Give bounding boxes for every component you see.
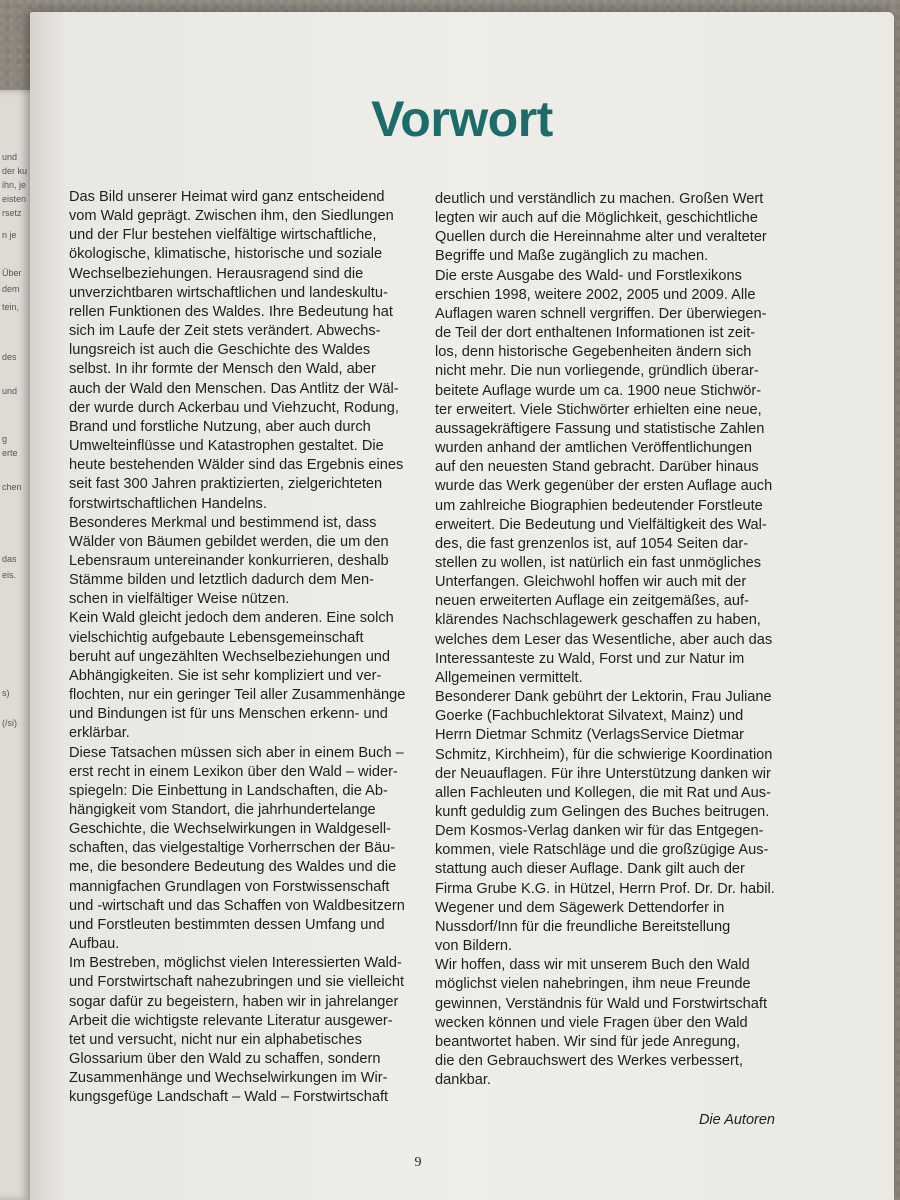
text-line: Aufbau. bbox=[69, 936, 120, 953]
text-line: erweitert. Die Bedeutung und Vielfältigkeit des Wal- bbox=[435, 516, 767, 533]
text-line: sogar dafür zu begeistern, haben wir in jahrelanger bbox=[69, 993, 399, 1010]
text-line: Lebensraum untereinander konkurrieren, deshalb bbox=[69, 552, 389, 569]
text-line: beruht auf ungezählten Wechselbeziehungen und bbox=[69, 648, 391, 665]
text-line: mannigfachen Grundlagen von Forstwissenschaft bbox=[69, 878, 390, 895]
text-line: welches dem Leser das Wesentliche, aber auch das bbox=[435, 631, 773, 648]
text-line: auf den neuesten Stand gebracht. Darüber hinaus bbox=[435, 459, 759, 476]
text-line: schaften, das vielgestaltige Vorherrschen der Bäu- bbox=[69, 840, 396, 857]
paragraph bbox=[435, 956, 797, 1090]
text-line: möglichst vielen nahebringen, ihm neue Freunde bbox=[435, 976, 751, 993]
text-line: heute bestehenden Wälder sind das Ergebnis eines bbox=[69, 457, 404, 474]
text-line: klärendes Nachschlagewerk geschaffen zu haben, bbox=[435, 612, 761, 629]
facing-page-text-fragment: rsetz bbox=[2, 208, 22, 218]
facing-page-text-fragment: s) bbox=[2, 688, 10, 698]
text-line: auch der Wald den Menschen. Das Antlitz der Wäl- bbox=[69, 380, 399, 397]
text-line: Kein Wald gleicht jedoch dem anderen. Eine solch bbox=[69, 610, 394, 627]
facing-page-text-fragment: n je bbox=[2, 230, 17, 240]
facing-page-text-fragment: tein, bbox=[2, 302, 20, 312]
facing-page-text-fragment: chen bbox=[2, 482, 22, 492]
text-line: gewinnen, Verständnis für Wald und Forstwirtschaft bbox=[435, 995, 768, 1012]
text-line: seit fast 300 Jahren praktizierten, zielgerichteten bbox=[69, 476, 383, 493]
paragraph bbox=[435, 190, 797, 267]
text-line: der wurde durch Ackerbau und Viehzucht, Rodung, bbox=[69, 399, 399, 416]
text-line: Das Bild unserer Heimat wird ganz entscheidend bbox=[69, 189, 385, 205]
text-line: Unterfangen. Gleichwohl hoffen wir auch mit der bbox=[435, 574, 747, 591]
text-line: Begriffe und Maße zugänglich zu machen. bbox=[435, 248, 709, 265]
text-line: erst recht in einem Lexikon über den Wald – wider- bbox=[69, 763, 398, 780]
text-line: Schmitz, Kirchheim), für die schwierige Koordination bbox=[435, 746, 773, 763]
text-line: Quellen durch die Hereinnahme alter und veralteter bbox=[435, 229, 767, 246]
facing-page-text-fragment: des bbox=[2, 352, 17, 362]
facing-page-text-fragment: ihn, je bbox=[2, 180, 27, 190]
text-line: neuen erweiterten Auflage ein zeitgemäßes, auf- bbox=[435, 593, 749, 610]
text-line: Besonderer Dank gebührt der Lektorin, Frau Juliane bbox=[435, 689, 772, 706]
text-line: lungsreich ist auch die Geschichte des Waldes bbox=[69, 342, 371, 359]
facing-page-text-fragment: g bbox=[2, 434, 8, 444]
text-line: Auflagen waren schnell vergriffen. Der überwiegen- bbox=[435, 305, 767, 322]
text-line: ökologische, klimatische, historische und soziale bbox=[69, 246, 383, 263]
facing-page-text-fragment: Über bbox=[2, 268, 22, 278]
text-line: Wechselbeziehungen. Herausragend sind die bbox=[69, 265, 364, 282]
text-line: Dem Kosmos-Verlag danken wir für das Entgegen- bbox=[435, 823, 764, 840]
text-line: rellen Funktionen des Waldes. Ihre Bedeutung hat bbox=[69, 303, 393, 320]
text-line: los, denn historische Gegebenheiten ändern sich bbox=[435, 344, 752, 361]
text-line: stattung auch dieser Auflage. Dank gilt auch der bbox=[435, 861, 745, 878]
text-line: Nussdorf/Inn für die freundliche Bereitstellung bbox=[435, 918, 731, 935]
text-line: und -wirtschaft und das Schaffen von Waldbesitzern bbox=[69, 897, 405, 914]
text-line: hängigkeit vom Standort, die jahrhundertelange bbox=[69, 802, 376, 818]
book-page bbox=[30, 12, 894, 1200]
text-line: Wälder von Bäumen gebildet werden, die um den bbox=[69, 533, 389, 550]
text-line: Stämme bilden und letztlich dadurch dem Men- bbox=[69, 572, 375, 589]
text-line: kunft geduldig zum Gelingen des Buches beitrugen. bbox=[435, 804, 770, 820]
text-line: dankbar. bbox=[435, 1072, 491, 1089]
text-line: spiegeln: Die Einbettung in Landschaften, die Ab- bbox=[69, 782, 388, 799]
text-line: Firma Grube K.G. in Hützel, Herrn Prof. Dr. Dr. habil. bbox=[435, 880, 775, 897]
text-line: legten wir auch auf die Möglichkeit, geschichtliche bbox=[435, 210, 758, 227]
text-line: die den Gebrauchswert des Werkes verbessert, bbox=[435, 1053, 743, 1070]
text-line: Die erste Ausgabe des Wald- und Forstlexikons bbox=[435, 267, 742, 284]
facing-page-text-fragment: und bbox=[2, 386, 18, 396]
text-line: Im Bestreben, möglichst vielen Interessierten Wald- bbox=[69, 955, 402, 972]
text-line: de Teil der dort enthaltenen Informationen ist zeit- bbox=[435, 325, 756, 342]
text-line: wurde das Werk gegenüber der ersten Auflage auch bbox=[435, 478, 773, 495]
text-line: ter erweitert. Viele Stichwörter erhielten eine neue, bbox=[435, 401, 762, 418]
paragraph bbox=[69, 954, 419, 1107]
text-line: allen Fachleuten und Kollegen, die mit Rat und Aus- bbox=[435, 784, 771, 801]
text-line: des, die fast grenzenlos ist, auf 1054 Seiten dar- bbox=[435, 535, 749, 552]
text-line: Arbeit die wichtigste relevante Literatur ausgewer- bbox=[69, 1012, 393, 1029]
text-line: der Neuauflagen. Für ihre Unterstützung danken wir bbox=[435, 765, 771, 782]
text-line: beantwortet haben. Wir sind für jede Anregung, bbox=[435, 1033, 741, 1050]
signature: Die Autoren bbox=[698, 1112, 775, 1128]
facing-page-text-fragment: das bbox=[2, 554, 17, 564]
text-line: aussagekräftigere Fassung und statistische Zahlen bbox=[435, 420, 765, 437]
page-title: Vorwort bbox=[371, 91, 553, 147]
text-line: und Forstleuten bestimmten dessen Umfang und bbox=[69, 916, 385, 933]
text-line: wurden anhand der amtlichen Veröffentlichungen bbox=[435, 440, 752, 457]
text-line: Interessanteste zu Wald, Forst und zur Natur im bbox=[435, 650, 745, 667]
text-line: erschien 1998, weitere 2002, 2005 und 2009. Alle bbox=[435, 286, 756, 303]
text-line: me, die besondere Bedeutung des Waldes und die bbox=[69, 859, 397, 876]
text-line: deutlich und verständlich zu machen. Großen Wert bbox=[435, 191, 764, 207]
text-line: Abhängigkeiten. Sie ist sehr kompliziert und ver- bbox=[69, 667, 382, 684]
facing-page-text-fragment: eis. bbox=[2, 570, 17, 580]
paragraph bbox=[69, 609, 419, 743]
text-line: wecken können und viele Fragen über den Wald bbox=[435, 1014, 748, 1031]
text-line: Geschichte, die Wechselwirkungen in Waldgesell- bbox=[69, 821, 392, 838]
text-line: Zusammenhänge und Wechselwirkungen im Wir- bbox=[69, 1070, 388, 1087]
text-line: Glossarium über den Wald zu schaffen, sondern bbox=[69, 1051, 381, 1068]
text-line: forstwirtschaftlichen Handelns. bbox=[69, 495, 267, 512]
text-line: um zahlreiche Biographien bedeutender Forstleute bbox=[435, 497, 763, 514]
text-line: vom Wald geprägt. Zwischen ihm, den Siedlungen bbox=[69, 208, 394, 225]
facing-page-text-fragment: dem bbox=[2, 284, 20, 294]
text-line: Besonderes Merkmal und bestimmend ist, dass bbox=[69, 514, 377, 531]
text-line: Umwelteinflüsse und Katastrophen gestaltet. Die bbox=[69, 438, 384, 455]
text-line: erklärbar. bbox=[69, 725, 130, 742]
text-line: sich im Laufe der Zeit stets verändert. Abwechs- bbox=[69, 323, 381, 340]
right-text-column bbox=[435, 190, 797, 1090]
facing-page-text-fragment: und bbox=[2, 152, 18, 162]
text-line: Herrn Dietmar Schmitz (VerlagsService Dietmar bbox=[435, 727, 744, 744]
text-line: Goerke (Fachbuchlektorat Silvatext, Mainz) und bbox=[435, 708, 744, 725]
facing-page-text-fragment: (/si) bbox=[2, 718, 17, 728]
facing-page-text-fragment: erte bbox=[2, 448, 18, 458]
paragraph bbox=[69, 514, 419, 610]
facing-page-text-fragment: der ku bbox=[2, 166, 28, 176]
text-line: schen in vielfältiger Weise nützen. bbox=[69, 591, 290, 608]
text-line: Wegener und dem Sägewerk Dettendorfer in bbox=[435, 899, 725, 916]
text-line: Diese Tatsachen müssen sich aber in einem Buch – bbox=[69, 744, 404, 761]
text-line: beitete Auflage wurde um ca. 1900 neue Stichwör- bbox=[435, 382, 762, 399]
page-number: 9 bbox=[414, 1155, 422, 1170]
text-line: Allgemeinen vermittelt. bbox=[435, 669, 583, 686]
paragraph bbox=[435, 688, 797, 956]
facing-page-text-fragment: eisten bbox=[2, 194, 27, 204]
paragraph bbox=[69, 188, 419, 514]
text-line: und Forstwirtschaft nahezubringen und sie vielleicht bbox=[69, 974, 405, 991]
text-line: von Bildern. bbox=[435, 938, 513, 955]
text-line: stellen zu wollen, ist natürlich ein fast unmögliches bbox=[435, 554, 762, 571]
text-line: unverzichtbaren wirtschaftlichen und landeskultu- bbox=[69, 284, 388, 301]
paragraph bbox=[435, 267, 797, 688]
text-line: kungsgefüge Landschaft – Wald – Forstwirtschaft bbox=[69, 1089, 389, 1106]
left-text-column bbox=[69, 188, 419, 1108]
text-line: kommen, viele Ratschläge und die großzügige Aus- bbox=[435, 842, 769, 859]
text-line: flochten, nur ein geringer Teil aller Zusammenhänge bbox=[69, 687, 406, 704]
text-line: Wir hoffen, dass wir mit unserem Buch den Wald bbox=[435, 957, 750, 974]
paragraph bbox=[69, 744, 419, 955]
text-line: Brand und forstliche Nutzung, aber auch durch bbox=[69, 418, 371, 435]
text-line: und der Flur bestehen vielfältige wirtschaftliche, bbox=[69, 227, 377, 244]
text-line: nicht mehr. Die nun vorliegende, gründlich überar- bbox=[435, 363, 759, 380]
text-line: vielschichtig aufgebaute Lebensgemeinschaft bbox=[69, 629, 364, 646]
text-line: tet und versucht, nicht nur ein alphabetisches bbox=[69, 1031, 362, 1048]
text-line: selbst. In ihr formte der Mensch den Wald, aber bbox=[69, 361, 376, 378]
text-line: und Bindungen ist für uns Menschen erkenn- und bbox=[69, 706, 388, 723]
